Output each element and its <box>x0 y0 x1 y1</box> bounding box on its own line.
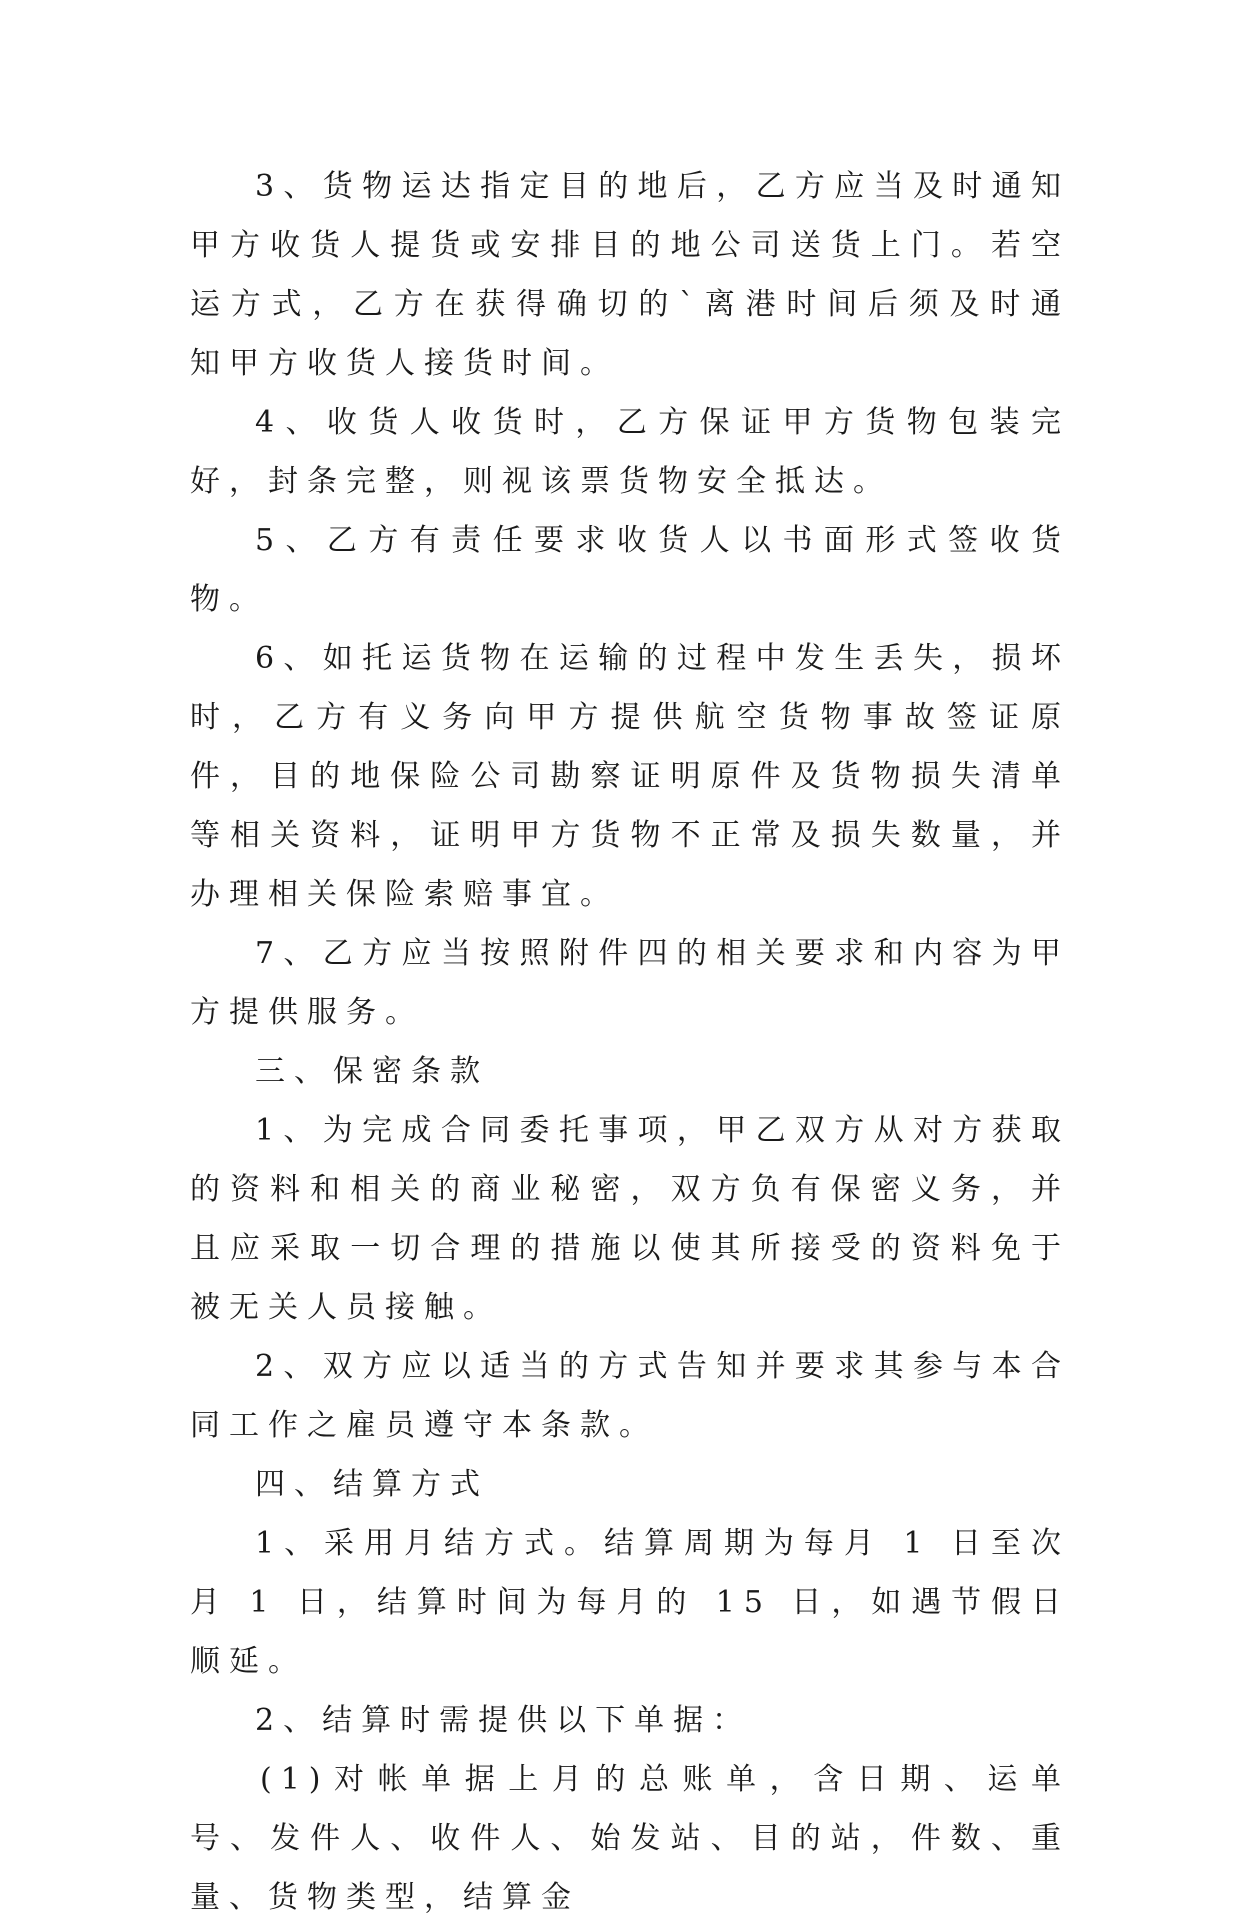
clause-2-7: 7、乙方应当按照附件四的相关要求和内容为甲方提供服务。 <box>190 936 1070 1030</box>
section-heading-settlement: 四、结算方式 <box>255 1467 489 1502</box>
clause-3-1: 1、为完成合同委托事项，甲乙双方从对方获取的资料和相关的商业秘密，双方负有保密义务，并且应采取一切合理的措施以使其所接受的资料免于被无关人员接触。 <box>190 1113 1070 1325</box>
clause-4-2-1: (1)对帐单据上月的总账单，含日期、运单号、发件人、收件人、始发站、目的站，件数、重量、货物类型，结算金 <box>190 1762 1070 1915</box>
clause-2-5: 5、乙方有责任要求收货人以书面形式签收货物。 <box>190 523 1070 617</box>
clause-2-6: 6、如托运货物在运输的过程中发生丢失，损坏时，乙方有义务向甲方提供航空货物事故签证原件，目的地保险公司勘察证明原件及货物损失清单等相关资料，证明甲方货物不正常及损失数量，并办理相关保险索赔事宜。 <box>190 641 1070 912</box>
clause-4-1: 1、采用月结方式。结算周期为每月 1 日至次月 1 日，结算时间为每月的 15 日，如遇节假日顺延。 <box>190 1526 1070 1679</box>
section-heading-confidentiality: 三、保密条款 <box>255 1054 489 1089</box>
document-body <box>190 157 1070 1927</box>
clause-2-4: 4、收货人收货时，乙方保证甲方货物包装完好，封条完整，则视该票货物安全抵达。 <box>190 405 1070 499</box>
clause-2-3: 3、货物运达指定目的地后，乙方应当及时通知甲方收货人提货或安排目的地公司送货上门。若空运方式，乙方在获得确切的`离港时间后须及时通知甲方收货人接货时间。 <box>190 169 1070 381</box>
clause-3-2: 2、双方应以适当的方式告知并要求其参与本合同工作之雇员遵守本条款。 <box>190 1349 1070 1443</box>
clause-4-2: 2、结算时需提供以下单据： <box>255 1703 752 1738</box>
